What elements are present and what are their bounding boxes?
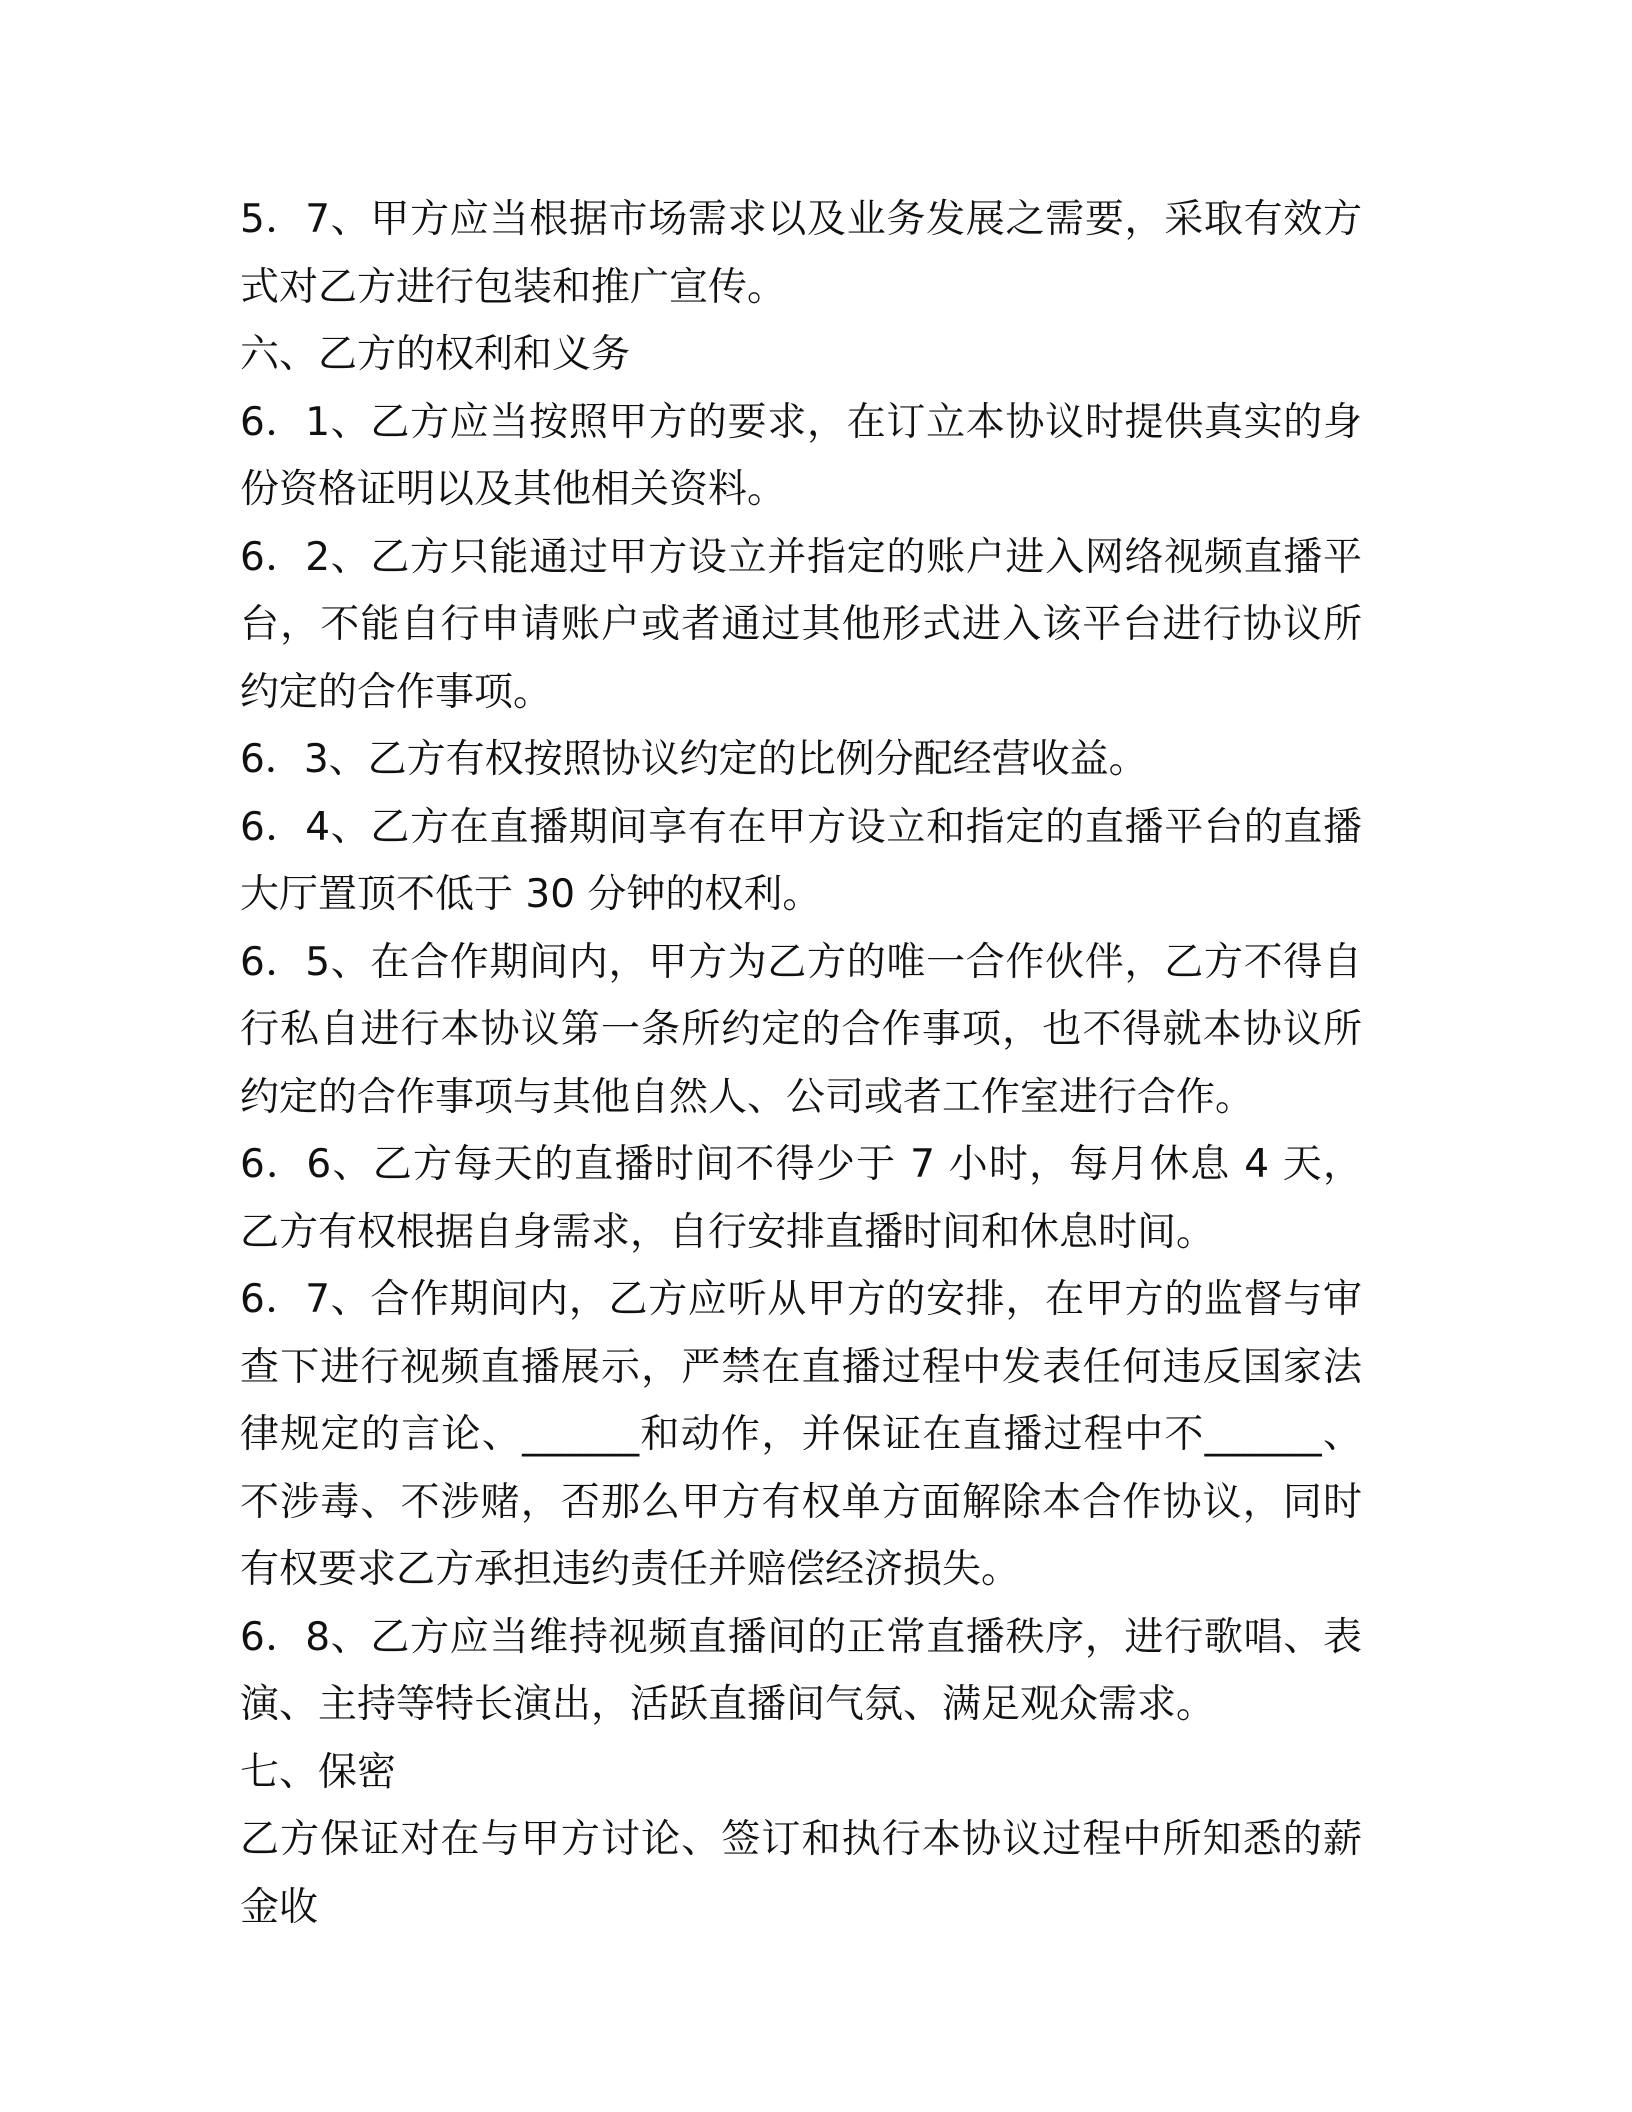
clause-5-7: 5．7、甲方应当根据市场需求以及业务发展之需要，采取有效方式对乙方进行包装和推广宣传。	[240, 197, 1362, 310]
section-heading-6: 六、乙方的权利和义务	[240, 332, 631, 377]
clause-6-6: 6．6、乙方每天的直播时间不得少于 7 小时，每月休息 4 天，乙方有权根据自身需求，自行安排直播时间和休息时间。	[240, 1142, 1362, 1255]
clause-6-2: 6．2、乙方只能通过甲方设立并指定的账户进入网络视频直播平台，不能自行申请账户或者通过其他形式进入该平台进行协议所约定的合作事项。	[240, 534, 1362, 715]
clause-6-5: 6．5、在合作期间内，甲方为乙方的唯一合作伙伴，乙方不得自行私自进行本协议第一条所约定的合作事项，也不得就本协议所约定的合作事项与其他自然人、公司或者工作室进行合作。	[240, 939, 1362, 1120]
section-heading-7: 七、保密	[240, 1749, 397, 1795]
clause-6-7: 6．7、合作期间内，乙方应听从甲方的安排，在甲方的监督与审查下进行视频直播展示，严禁在直播过程中发表任何违反国家法律规定的言论、______和动作，并保证在直播过程中不______、不涉毒、不涉赌，否那么甲方有权单方面解除本合作协议，同时有权要求乙方承担违约责任并赔偿经济损失。	[240, 1277, 1362, 1592]
document-page	[240, 186, 1362, 1941]
clause-6-1: 6．1、乙方应当按照甲方的要求，在订立本协议时提供真实的身份资格证明以及其他相关资料。	[240, 399, 1362, 512]
confidentiality-paragraph: 乙方保证对在与甲方讨论、签订和执行本协议过程中所知悉的薪金收	[240, 1817, 1362, 1930]
clause-6-8: 6．8、乙方应当维持视频直播间的正常直播秩序，进行歌唱、表演、主持等特长演出，活跃直播间气氛、满足观众需求。	[240, 1614, 1362, 1727]
clause-6-4: 6．4、乙方在直播期间享有在甲方设立和指定的直播平台的直播大厅置顶不低于 30 分钟的权利。	[240, 804, 1362, 917]
clause-6-3: 6．3、乙方有权按照协议约定的比例分配经营收益。	[240, 737, 1148, 782]
